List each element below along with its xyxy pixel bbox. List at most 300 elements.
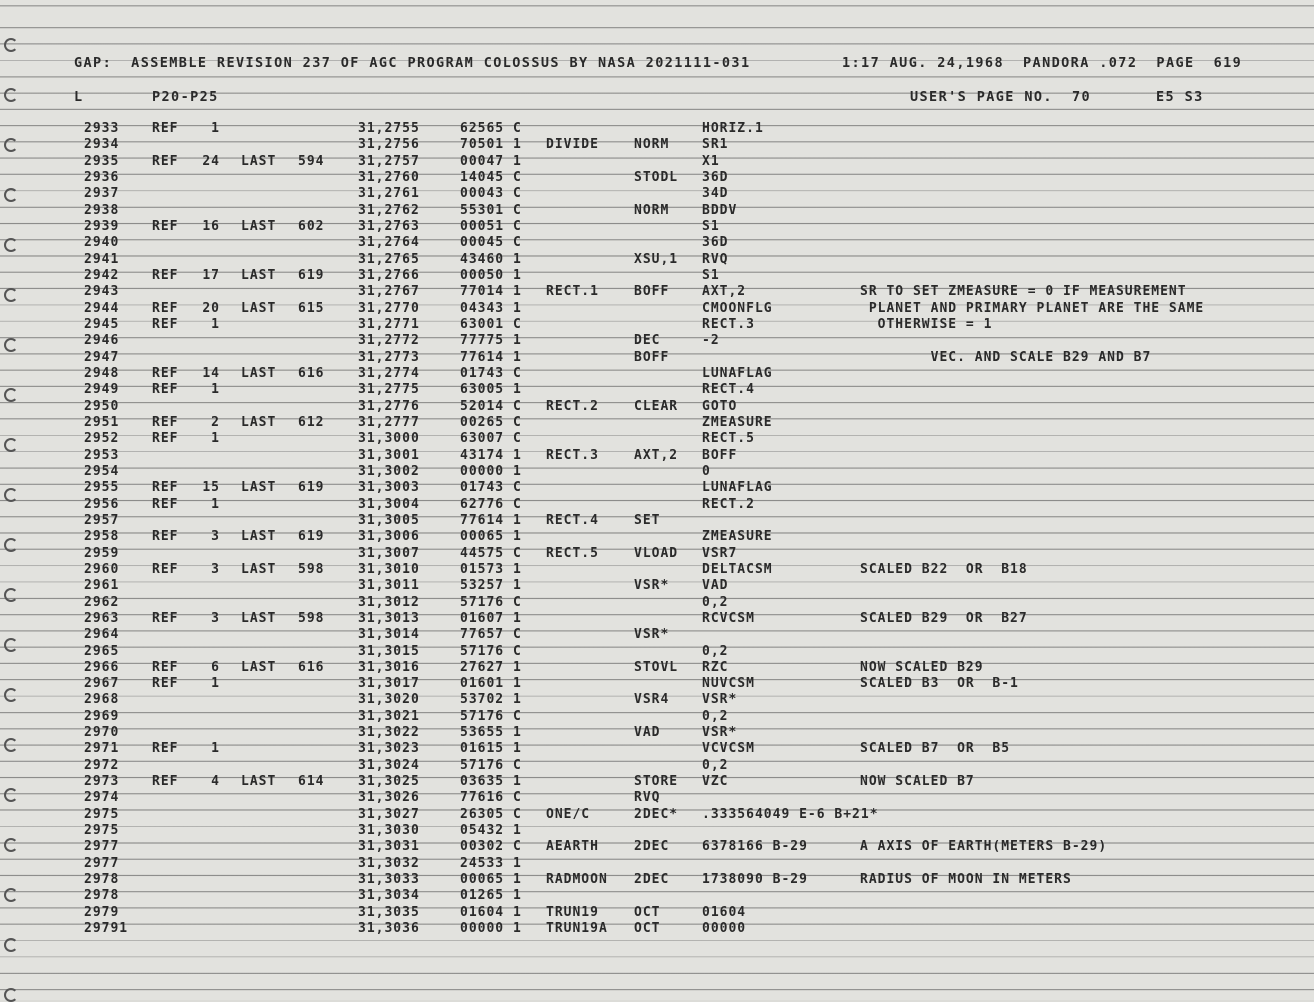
address: 31,3034 xyxy=(358,888,420,904)
ref-count: 17 xyxy=(202,267,220,283)
opcode: STORE xyxy=(634,774,679,790)
last-page: 598 xyxy=(298,610,325,626)
opcode: VSR* xyxy=(634,627,670,643)
comment: A AXIS OF EARTH(METERS B-29) xyxy=(860,839,1108,855)
octal-code: 26305 C xyxy=(460,806,522,822)
line-number: 2975 xyxy=(84,823,120,839)
listing-row xyxy=(0,333,1314,349)
opcode: 2DEC* xyxy=(634,806,679,822)
ref-count: 2 xyxy=(211,414,220,430)
last-page: 619 xyxy=(298,267,325,283)
last-page: 619 xyxy=(298,529,325,545)
listing-row xyxy=(0,644,1314,660)
operand: CMOONFLG xyxy=(702,300,773,316)
ref-label: REF xyxy=(152,153,179,169)
symbol-label: TRUN19A xyxy=(546,921,608,937)
line-number: 2958 xyxy=(84,529,120,545)
octal-code: 57176 C xyxy=(460,708,522,724)
operand: ZMEASURE xyxy=(702,414,773,430)
octal-code: 01265 1 xyxy=(460,888,522,904)
octal-code: 01573 1 xyxy=(460,561,522,577)
opcode: 2DEC xyxy=(634,872,670,888)
listing-row xyxy=(0,856,1314,872)
ref-count: 1 xyxy=(211,316,220,332)
octal-code: 01743 C xyxy=(460,480,522,496)
octal-code: 62565 C xyxy=(460,121,522,136)
opcode: BOFF xyxy=(634,349,670,365)
listing-row xyxy=(0,252,1314,268)
operand: 36D xyxy=(702,169,729,185)
comment: SCALED B22 OR B18 xyxy=(860,561,1028,577)
ref-count: 14 xyxy=(202,365,220,381)
listing-row xyxy=(0,121,1314,137)
ref-label: REF xyxy=(152,267,179,283)
address: 31,3004 xyxy=(358,496,420,512)
operand: HORIZ.1 xyxy=(702,121,764,136)
line-number: 2974 xyxy=(84,790,120,806)
listing-row xyxy=(0,137,1314,153)
line-number: 2937 xyxy=(84,186,120,202)
comment: RADIUS OF MOON IN METERS xyxy=(860,872,1072,888)
last-page: 615 xyxy=(298,300,325,316)
line-number: 2971 xyxy=(84,741,120,757)
listing-header-title: GAP: ASSEMBLE REVISION 237 OF AGC PROGRAM COLOSSUS BY NASA 2021111-031 xyxy=(74,55,751,71)
line-number: 2955 xyxy=(84,480,120,496)
operand: VZC xyxy=(702,774,729,790)
line-number: 2965 xyxy=(84,643,120,659)
last-label: LAST xyxy=(241,218,277,234)
octal-code: 43460 1 xyxy=(460,251,522,267)
ref-count: 1 xyxy=(211,382,220,398)
listing-header-date: 1:17 AUG. 24,1968 PANDORA .072 PAGE 619 xyxy=(842,55,1243,71)
address: 31,3030 xyxy=(358,823,420,839)
ref-label: REF xyxy=(152,529,179,545)
line-number: 2979 xyxy=(84,904,120,920)
address: 31,2771 xyxy=(358,316,420,332)
feed-hole xyxy=(4,38,18,52)
line-number: 2967 xyxy=(84,676,120,692)
octal-code: 01604 1 xyxy=(460,904,522,920)
operand: LUNAFLAG xyxy=(702,365,773,381)
address: 31,3027 xyxy=(358,806,420,822)
listing-row xyxy=(0,366,1314,382)
address: 31,2763 xyxy=(358,218,420,234)
octal-code: 00265 C xyxy=(460,414,522,430)
address: 31,3005 xyxy=(358,512,420,528)
listing-row xyxy=(0,448,1314,464)
line-number: 2941 xyxy=(84,251,120,267)
opcode: RVQ xyxy=(634,790,661,806)
operand: .333564049 E-6 B+21* xyxy=(702,806,879,822)
last-label: LAST xyxy=(241,659,277,675)
ref-count: 1 xyxy=(211,431,220,447)
octal-code: 05432 1 xyxy=(460,823,522,839)
assembly-listing xyxy=(0,121,1314,937)
octal-code: 00065 1 xyxy=(460,872,522,888)
listing-row xyxy=(0,774,1314,790)
last-label: LAST xyxy=(241,480,277,496)
ref-count: 20 xyxy=(202,300,220,316)
opcode: AXT,2 xyxy=(634,447,679,463)
line-number: 2973 xyxy=(84,774,120,790)
address: 31,2773 xyxy=(358,349,420,365)
operand: VAD xyxy=(702,578,729,594)
address: 31,3024 xyxy=(358,757,420,773)
line-number: 2949 xyxy=(84,382,120,398)
operand: AXT,2 xyxy=(702,284,747,300)
address: 31,2765 xyxy=(358,251,420,267)
octal-code: 53655 1 xyxy=(460,725,522,741)
octal-code: 00065 1 xyxy=(460,529,522,545)
line-number: 2951 xyxy=(84,414,120,430)
line-number: 2946 xyxy=(84,333,120,349)
octal-code: 57176 C xyxy=(460,757,522,773)
octal-code: 55301 C xyxy=(460,202,522,218)
ref-count: 3 xyxy=(211,561,220,577)
operand: 1738090 B-29 xyxy=(702,872,808,888)
operand: 0,2 xyxy=(702,643,729,659)
listing-row xyxy=(0,415,1314,431)
line-number: 2970 xyxy=(84,725,120,741)
listing-row xyxy=(0,872,1314,888)
listing-row xyxy=(0,480,1314,496)
address: 31,2772 xyxy=(358,333,420,349)
last-page: 602 xyxy=(298,218,325,234)
listing-row xyxy=(0,497,1314,513)
octal-code: 00000 1 xyxy=(460,463,522,479)
operand: 36D xyxy=(702,235,729,251)
address: 31,3020 xyxy=(358,692,420,708)
line-number: 2977 xyxy=(84,839,120,855)
operand: RECT.4 xyxy=(702,382,755,398)
listing-row xyxy=(0,676,1314,692)
opcode: VLOAD xyxy=(634,545,679,561)
opcode: OCT xyxy=(634,904,661,920)
address: 31,2777 xyxy=(358,414,420,430)
ref-label: REF xyxy=(152,431,179,447)
octal-code: 01743 C xyxy=(460,365,522,381)
address: 31,3036 xyxy=(358,921,420,937)
listing-row xyxy=(0,725,1314,741)
listing-row xyxy=(0,268,1314,284)
line-number: 2953 xyxy=(84,447,120,463)
listing-row xyxy=(0,546,1314,562)
ref-label: REF xyxy=(152,300,179,316)
octal-code: 57176 C xyxy=(460,594,522,610)
last-label: LAST xyxy=(241,267,277,283)
octal-code: 27627 1 xyxy=(460,659,522,675)
last-page: 594 xyxy=(298,153,325,169)
opcode: OCT xyxy=(634,921,661,937)
address: 31,2761 xyxy=(358,186,420,202)
octal-code: 01601 1 xyxy=(460,676,522,692)
ref-count: 16 xyxy=(202,218,220,234)
ref-label: REF xyxy=(152,365,179,381)
line-number: 2963 xyxy=(84,610,120,626)
listing-row xyxy=(0,921,1314,937)
ref-label: REF xyxy=(152,676,179,692)
last-label: LAST xyxy=(241,774,277,790)
octal-code: 00045 C xyxy=(460,235,522,251)
listing-row xyxy=(0,692,1314,708)
section-name: P20-P25 xyxy=(152,89,219,105)
operand: BDDV xyxy=(702,202,738,218)
address: 31,3026 xyxy=(358,790,420,806)
operand: 34D xyxy=(702,186,729,202)
address: 31,2775 xyxy=(358,382,420,398)
operand: VSR* xyxy=(702,725,738,741)
operand: RECT.3 xyxy=(702,316,755,332)
opcode: 2DEC xyxy=(634,839,670,855)
operand: 0,2 xyxy=(702,708,729,724)
last-label: LAST xyxy=(241,414,277,430)
operand: RCVCSM xyxy=(702,610,755,626)
last-label: LAST xyxy=(241,153,277,169)
opcode: VSR4 xyxy=(634,692,670,708)
listing-row xyxy=(0,382,1314,398)
comment: SCALED B3 OR B-1 xyxy=(860,676,1019,692)
address: 31,3012 xyxy=(358,594,420,610)
operand: VSR* xyxy=(702,692,738,708)
comment: SR TO SET ZMEASURE = 0 IF MEASUREMENT xyxy=(860,284,1187,300)
operand: LUNAFLAG xyxy=(702,480,773,496)
octal-code: 77616 C xyxy=(460,790,522,806)
comment: SCALED B29 OR B27 xyxy=(860,610,1028,626)
line-number: 2938 xyxy=(84,202,120,218)
listing-row xyxy=(0,790,1314,806)
address: 31,3031 xyxy=(358,839,420,855)
listing-row xyxy=(0,627,1314,643)
line-number: 2964 xyxy=(84,627,120,643)
octal-code: 53702 1 xyxy=(460,692,522,708)
operand: 00000 xyxy=(702,921,747,937)
ref-count: 1 xyxy=(211,496,220,512)
operand: VCVCSM xyxy=(702,741,755,757)
ref-count: 1 xyxy=(211,121,220,136)
line-number: 2935 xyxy=(84,153,120,169)
address: 31,2756 xyxy=(358,137,420,153)
octal-code: 44575 C xyxy=(460,545,522,561)
symbol-label: RECT.2 xyxy=(546,398,599,414)
address: 31,3010 xyxy=(358,561,420,577)
opcode: XSU,1 xyxy=(634,251,679,267)
line-number: 2950 xyxy=(84,398,120,414)
last-page: 614 xyxy=(298,774,325,790)
address: 31,3021 xyxy=(358,708,420,724)
last-page: 619 xyxy=(298,480,325,496)
ref-count: 1 xyxy=(211,676,220,692)
ref-label: REF xyxy=(152,741,179,757)
address: 31,3017 xyxy=(358,676,420,692)
address: 31,3000 xyxy=(358,431,420,447)
operand: 0,2 xyxy=(702,594,729,610)
operand: -2 xyxy=(702,333,720,349)
users-page-number: USER'S PAGE NO. 70 xyxy=(910,89,1092,105)
address: 31,3007 xyxy=(358,545,420,561)
octal-code: 57176 C xyxy=(460,643,522,659)
address: 31,3014 xyxy=(358,627,420,643)
operand: 01604 xyxy=(702,904,747,920)
last-label: LAST xyxy=(241,365,277,381)
address: 31,3002 xyxy=(358,463,420,479)
address: 31,3033 xyxy=(358,872,420,888)
line-number: 2975 xyxy=(84,806,120,822)
opcode: STOVL xyxy=(634,659,679,675)
address: 31,3006 xyxy=(358,529,420,545)
line-number: 2978 xyxy=(84,872,120,888)
operand: GOTO xyxy=(702,398,738,414)
ref-label: REF xyxy=(152,496,179,512)
line-number: 2942 xyxy=(84,267,120,283)
address: 31,2776 xyxy=(358,398,420,414)
listing-row xyxy=(0,562,1314,578)
address: 31,3032 xyxy=(358,855,420,871)
opcode: SET xyxy=(634,512,661,528)
symbol-label: DIVIDE xyxy=(546,137,599,153)
line-number: 2959 xyxy=(84,545,120,561)
ref-label: REF xyxy=(152,316,179,332)
section-letter: L xyxy=(74,89,84,105)
operand: ZMEASURE xyxy=(702,529,773,545)
operand: 6378166 B-29 xyxy=(702,839,808,855)
line-number: 2936 xyxy=(84,169,120,185)
octal-code: 00043 C xyxy=(460,186,522,202)
symbol-label: ONE/C xyxy=(546,806,591,822)
line-number: 29791 xyxy=(84,921,129,937)
ref-label: REF xyxy=(152,610,179,626)
line-number: 2945 xyxy=(84,316,120,332)
listing-row xyxy=(0,823,1314,839)
operand: DELTACSM xyxy=(702,561,773,577)
line-number: 2933 xyxy=(84,121,120,136)
comment: NOW SCALED B7 xyxy=(860,774,975,790)
octal-code: 63001 C xyxy=(460,316,522,332)
last-page: 598 xyxy=(298,561,325,577)
address: 31,2762 xyxy=(358,202,420,218)
opcode: VSR* xyxy=(634,578,670,594)
operand: S1 xyxy=(702,267,720,283)
address: 31,2767 xyxy=(358,284,420,300)
listing-row xyxy=(0,888,1314,904)
octal-code: 00050 1 xyxy=(460,267,522,283)
operand: 0,2 xyxy=(702,757,729,773)
comment: SCALED B7 OR B5 xyxy=(860,741,1011,757)
opcode: NORM xyxy=(634,137,670,153)
listing-row xyxy=(0,611,1314,627)
opcode: NORM xyxy=(634,202,670,218)
operand: RECT.5 xyxy=(702,431,755,447)
operand: X1 xyxy=(702,153,720,169)
octal-code: 77014 1 xyxy=(460,284,522,300)
address: 31,3022 xyxy=(358,725,420,741)
line-number: 2961 xyxy=(84,578,120,594)
operand: NUVCSM xyxy=(702,676,755,692)
octal-code: 52014 C xyxy=(460,398,522,414)
listing-row xyxy=(0,284,1314,300)
address: 31,2764 xyxy=(358,235,420,251)
listing-row xyxy=(0,905,1314,921)
octal-code: 24533 1 xyxy=(460,855,522,871)
ref-label: REF xyxy=(152,121,179,136)
operand: SR1 xyxy=(702,137,729,153)
opcode: BOFF xyxy=(634,284,670,300)
listing-row xyxy=(0,235,1314,251)
operand: 0 xyxy=(702,463,711,479)
line-number: 2954 xyxy=(84,463,120,479)
octal-code: 00047 1 xyxy=(460,153,522,169)
line-number: 2934 xyxy=(84,137,120,153)
address: 31,2766 xyxy=(358,267,420,283)
address: 31,3003 xyxy=(358,480,420,496)
octal-code: 43174 1 xyxy=(460,447,522,463)
listing-row xyxy=(0,595,1314,611)
address: 31,2760 xyxy=(358,169,420,185)
listing-row xyxy=(0,203,1314,219)
ref-label: REF xyxy=(152,561,179,577)
listing-row xyxy=(0,758,1314,774)
line-number: 2966 xyxy=(84,659,120,675)
listing-row xyxy=(0,154,1314,170)
listing-row xyxy=(0,529,1314,545)
line-number: 2972 xyxy=(84,757,120,773)
opcode: STODL xyxy=(634,169,679,185)
octal-code: 77657 C xyxy=(460,627,522,643)
operand: RZC xyxy=(702,659,729,675)
listing-row xyxy=(0,578,1314,594)
address: 31,3011 xyxy=(358,578,420,594)
last-page: 616 xyxy=(298,365,325,381)
line-number: 2977 xyxy=(84,855,120,871)
line-number: 2968 xyxy=(84,692,120,708)
line-number: 2948 xyxy=(84,365,120,381)
comment: VEC. AND SCALE B29 AND B7 xyxy=(860,349,1152,365)
octal-code: 00051 C xyxy=(460,218,522,234)
listing-row xyxy=(0,741,1314,757)
operand: BOFF xyxy=(702,447,738,463)
last-label: LAST xyxy=(241,610,277,626)
line-number: 2943 xyxy=(84,284,120,300)
listing-row xyxy=(0,431,1314,447)
octal-code: 00302 C xyxy=(460,839,522,855)
line-number: 2960 xyxy=(84,561,120,577)
octal-code: 04343 1 xyxy=(460,300,522,316)
ref-label: REF xyxy=(152,774,179,790)
octal-code: 77775 1 xyxy=(460,333,522,349)
ref-count: 15 xyxy=(202,480,220,496)
ref-label: REF xyxy=(152,218,179,234)
address: 31,2757 xyxy=(358,153,420,169)
octal-code: 77614 1 xyxy=(460,512,522,528)
last-page: 616 xyxy=(298,659,325,675)
listing-row xyxy=(0,660,1314,676)
ref-label: REF xyxy=(152,382,179,398)
address: 31,3016 xyxy=(358,659,420,675)
listing-row xyxy=(0,219,1314,235)
address: 31,3025 xyxy=(358,774,420,790)
symbol-label: RECT.4 xyxy=(546,512,599,528)
listing-row xyxy=(0,186,1314,202)
address: 31,2755 xyxy=(358,121,420,136)
address: 31,3013 xyxy=(358,610,420,626)
octal-code: 01615 1 xyxy=(460,741,522,757)
address: 31,3001 xyxy=(358,447,420,463)
line-number: 2962 xyxy=(84,594,120,610)
listing-row xyxy=(0,350,1314,366)
opcode: VAD xyxy=(634,725,661,741)
operand: S1 xyxy=(702,218,720,234)
listing-row xyxy=(0,301,1314,317)
ref-label: REF xyxy=(152,480,179,496)
